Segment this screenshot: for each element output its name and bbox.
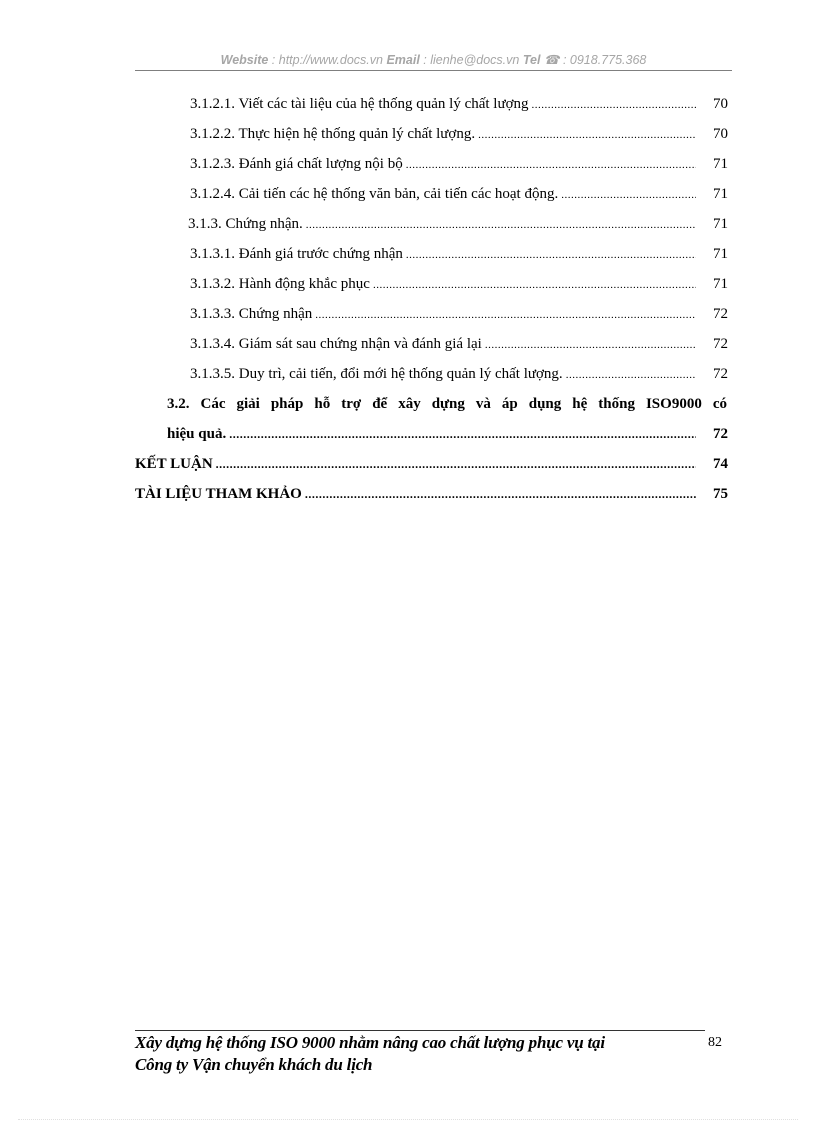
toc-entry-page: 71 xyxy=(713,186,728,202)
toc-leader-dots xyxy=(485,334,696,355)
toc-entry-text: 3.1.3.4. Giám sát sau chứng nhận và đánh giá lại xyxy=(190,336,482,352)
toc-leader-dots xyxy=(561,184,696,205)
footer-title-line2: Công ty Vận chuyển khách du lịch xyxy=(135,1055,373,1074)
website-label: Website xyxy=(220,53,269,67)
page-edge xyxy=(18,1119,798,1120)
toc-entry-text: 3.1.3.1. Đánh giá trước chứng nhận xyxy=(190,246,403,262)
toc-entry-text: TÀI LIỆU THAM KHẢO xyxy=(135,486,302,502)
toc-entry-text: 3.1.2.3. Đánh giá chất lượng nội bộ xyxy=(190,156,403,172)
email-value[interactable]: : lienhe@docs.vn xyxy=(419,53,523,67)
toc-leader-dots xyxy=(315,304,696,325)
toc-entry[interactable] xyxy=(190,183,728,205)
toc-entry-text: 3.1.2.4. Cải tiến các hệ thống văn bản, cải tiến các hoạt động. xyxy=(190,186,559,202)
toc-entry-text: 3.1.2.2. Thực hiện hệ thống quản lý chất lượng. xyxy=(190,126,476,142)
toc-entry-text: 3.1.2.1. Viết các tài liệu của hệ thống quản lý chất lượng xyxy=(190,96,529,112)
email-label: Email xyxy=(386,53,420,67)
toc-entry-page: 72 xyxy=(713,306,728,322)
toc-leader-dots xyxy=(406,154,696,175)
toc-entry[interactable] xyxy=(190,243,728,265)
toc-entry[interactable] xyxy=(190,123,728,145)
toc-leader-dots xyxy=(406,244,696,265)
toc-entry-3-2-line1[interactable]: 3.2. Các giải pháp hỗ trợ để xây dựng và áp dụng hệ thống ISO9000 có xyxy=(167,396,727,412)
toc-entry[interactable] xyxy=(190,273,728,295)
tel-value: ☎ : 0918.775.368 xyxy=(540,53,647,67)
toc-entry-text: 3.1.3. Chứng nhận. xyxy=(188,216,303,232)
toc-entry-text: 3.1.3.5. Duy trì, cải tiến, đổi mới hệ thống quản lý chất lượng. xyxy=(190,366,563,382)
toc-leader-dots xyxy=(305,483,696,505)
toc-entry-page: 72 xyxy=(713,336,728,352)
toc-entry-page: 71 xyxy=(713,216,728,232)
toc-entry-page: 75 xyxy=(713,486,728,502)
toc-entry-text: 3.1.3.3. Chứng nhận xyxy=(190,306,313,322)
website-value[interactable]: : http://www.docs.vn xyxy=(268,53,387,67)
toc-entry-text: hiệu quả. xyxy=(167,426,227,442)
toc-entry-text: KẾT LUẬN xyxy=(135,456,213,472)
footer-title xyxy=(135,1032,695,1076)
toc-entry[interactable] xyxy=(188,213,728,235)
toc-entry[interactable] xyxy=(190,363,728,385)
toc-entry[interactable] xyxy=(190,333,728,355)
tel-label: Tel xyxy=(522,53,541,67)
toc-entry-page: 74 xyxy=(713,456,728,472)
header-rule xyxy=(135,70,732,71)
toc-entry-text: 3.1.3.2. Hành động khắc phục xyxy=(190,276,370,292)
toc-entry-3-2[interactable] xyxy=(167,423,728,445)
toc-entry[interactable] xyxy=(190,93,728,115)
toc-entry-page: 72 xyxy=(713,426,728,442)
toc-leader-dots xyxy=(373,274,696,295)
page-header xyxy=(135,51,732,71)
toc-leader-dots xyxy=(478,124,696,145)
toc-leader-dots xyxy=(306,214,696,235)
toc-entry[interactable] xyxy=(190,153,728,175)
toc-entry-page: 71 xyxy=(713,276,728,292)
toc-leader-dots xyxy=(566,364,696,385)
toc-entry-conclusion[interactable] xyxy=(135,453,728,475)
toc-entry-page: 71 xyxy=(713,246,728,262)
toc-entry[interactable] xyxy=(190,303,728,325)
toc-entry-references[interactable] xyxy=(135,483,728,505)
toc-entry-page: 72 xyxy=(713,366,728,382)
toc-entry-page: 70 xyxy=(713,126,728,142)
toc-entry-page: 71 xyxy=(713,156,728,172)
page-number: 82 xyxy=(708,1035,722,1050)
toc-entry-page: 70 xyxy=(713,96,728,112)
toc-leader-dots xyxy=(532,94,696,115)
footer-rule xyxy=(135,1030,705,1031)
toc-leader-dots xyxy=(229,423,696,445)
footer-title-line1: Xây dựng hệ thống ISO 9000 nhằm nâng cao chất lượng phục vụ tại xyxy=(135,1033,605,1052)
toc-leader-dots xyxy=(216,453,696,475)
